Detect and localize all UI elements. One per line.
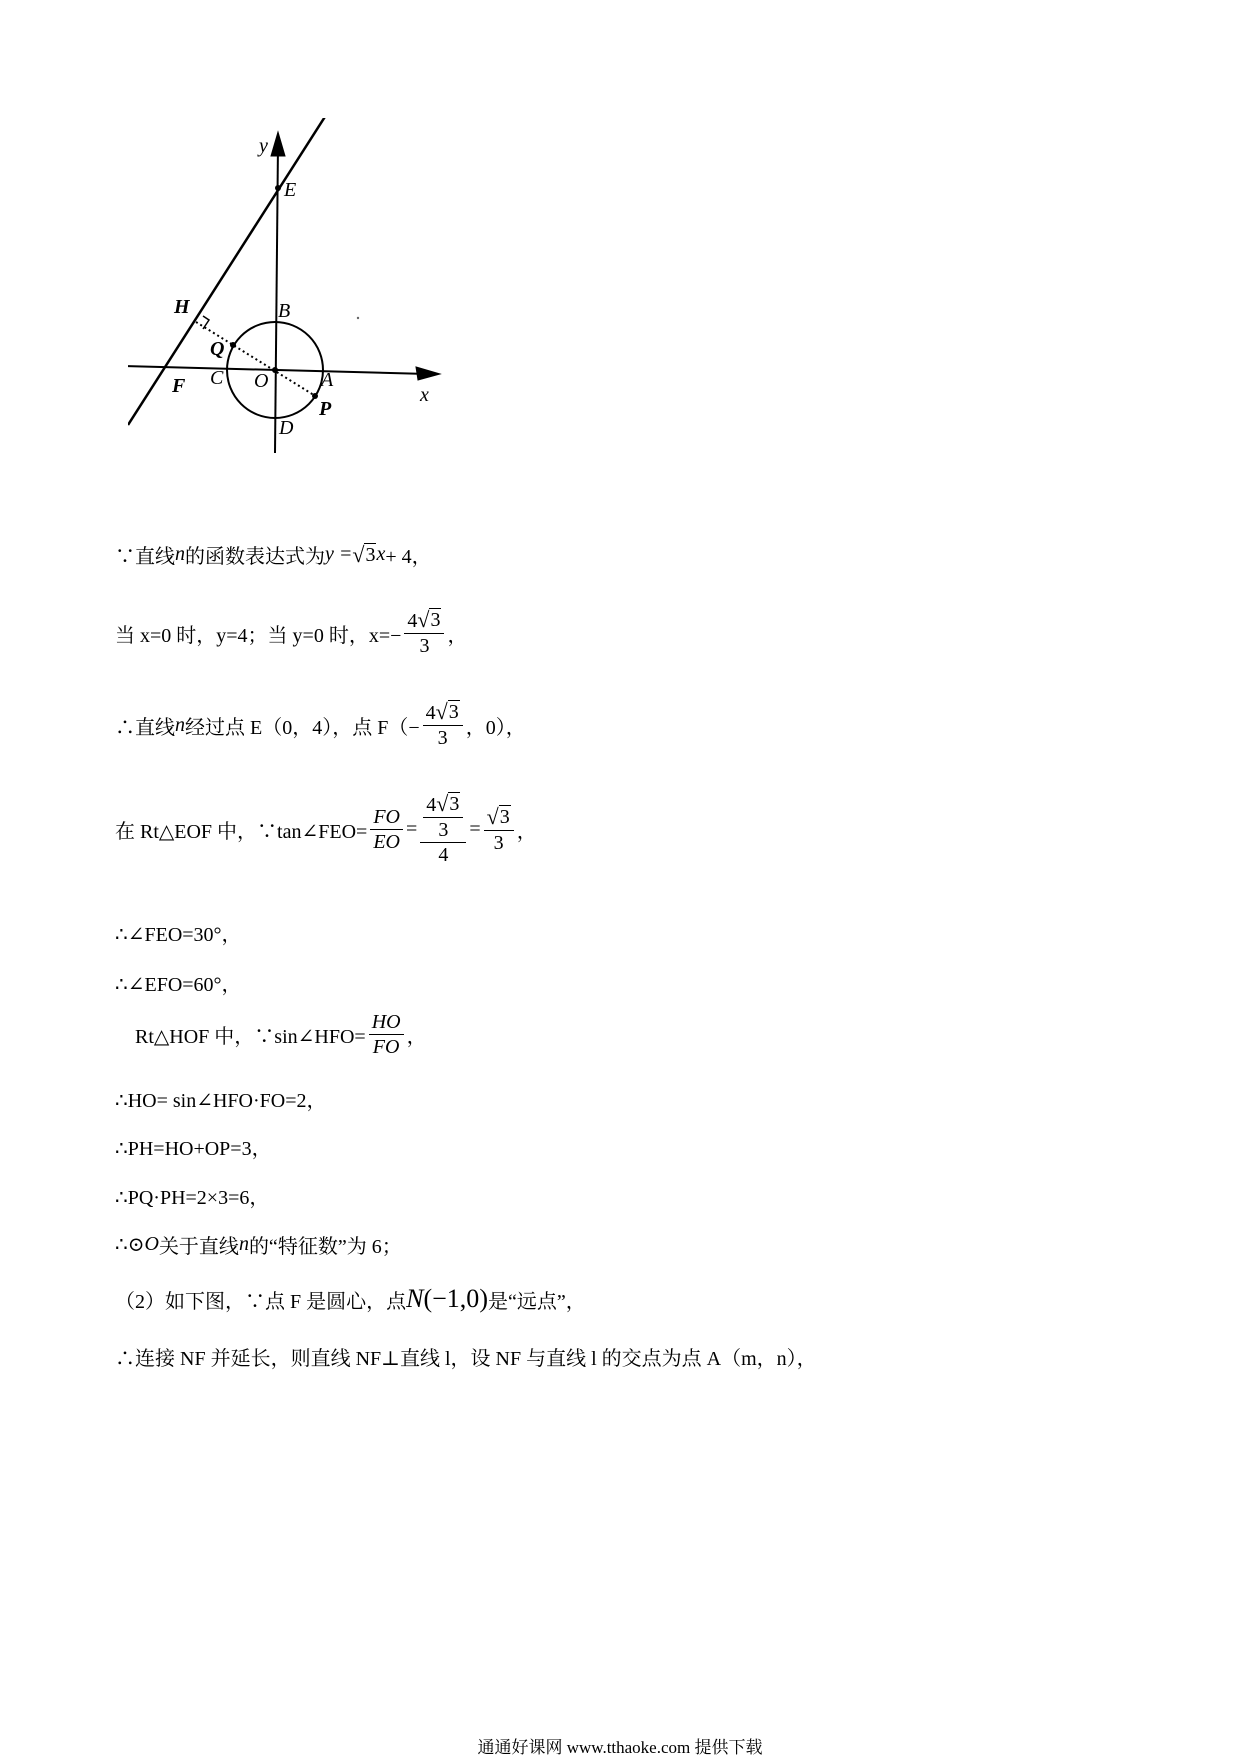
point-e: [275, 185, 281, 191]
label-h: H: [174, 296, 190, 318]
solution-line-7: Rt△HOF 中，∵sin∠HFO= $\frac{HO}{FO}$ ，: [135, 1011, 427, 1058]
solution-line-12: （2）如下图，∵点 F 是圆心，点 N ( −1,0 ) 是“远点”，: [115, 1284, 586, 1313]
geometry-figure: [128, 118, 508, 488]
label-e: E: [284, 179, 297, 201]
fraction: 4 √ 3 3: [404, 608, 444, 658]
fraction: 4 √ 3 3: [423, 700, 463, 750]
x-axis-arrow: [416, 367, 440, 380]
solution-line-9: ∴PH=HO+OP=3，: [115, 1138, 272, 1160]
label-p: P: [319, 398, 332, 420]
solution-line-6: ∴∠EFO=60°，: [115, 974, 242, 996]
label-a: A: [321, 369, 334, 391]
label-q: Q: [210, 338, 225, 360]
solution-line-13: ∴连接 NF 并延长，则直线 NF⊥直线 l，设 NF 与直线 l 的交点为点 A（m，n），: [115, 1348, 817, 1370]
point-q: [230, 342, 236, 348]
solution-line-8: ∴HO= sin∠HFO·FO=2，: [115, 1090, 327, 1112]
complex-fraction: 4 √ 3 3 4: [420, 792, 466, 867]
y-axis-arrow: [271, 132, 285, 156]
label-x: x: [420, 384, 429, 406]
label-o: O: [254, 370, 269, 392]
fraction: $\frac{FO}{EO}$: [370, 805, 403, 854]
fraction: $\frac{HO}{FO}$: [369, 1010, 404, 1059]
label-b: B: [278, 300, 291, 322]
solution-line-4: 在 Rt△EOF 中，∵tan∠FEO= $\frac{FO}{EO}$ = 4 √ 3 3 4 = √ 3 3 ，: [115, 791, 537, 866]
solution-line-1: ∵直线 n 的函数表达式为 y = √ 3 x + 4，: [115, 542, 432, 568]
footer: 通通好课网 www.tthaoke.com 提供下载: [477, 1738, 763, 1757]
point-o: [272, 367, 278, 373]
label-d: D: [279, 417, 294, 439]
solution-line-2: 当 x=0 时，y=4；当 y=0 时，x=− 4 √ 3 3 ，: [115, 607, 468, 657]
label-f: F: [172, 375, 186, 397]
fraction: √ 3 3: [484, 805, 514, 855]
label-c: C: [210, 367, 224, 389]
speck: [357, 317, 359, 319]
solution-line-10: ∴PQ·PH=2×3=6，: [115, 1187, 270, 1209]
sqrt-3: √ 3: [352, 542, 376, 567]
solution-line-5: ∴∠FEO=30°，: [115, 924, 242, 946]
label-y: y: [259, 135, 268, 157]
solution-line-3: ∴直线 n 经过点 E（0，4），点 F（− 4 √ 3 3 ，0），: [115, 699, 526, 749]
point-p: [312, 393, 318, 399]
solution-line-11: ∴⊙ O 关于直线 n 的“特征数”为 6；: [115, 1233, 402, 1258]
